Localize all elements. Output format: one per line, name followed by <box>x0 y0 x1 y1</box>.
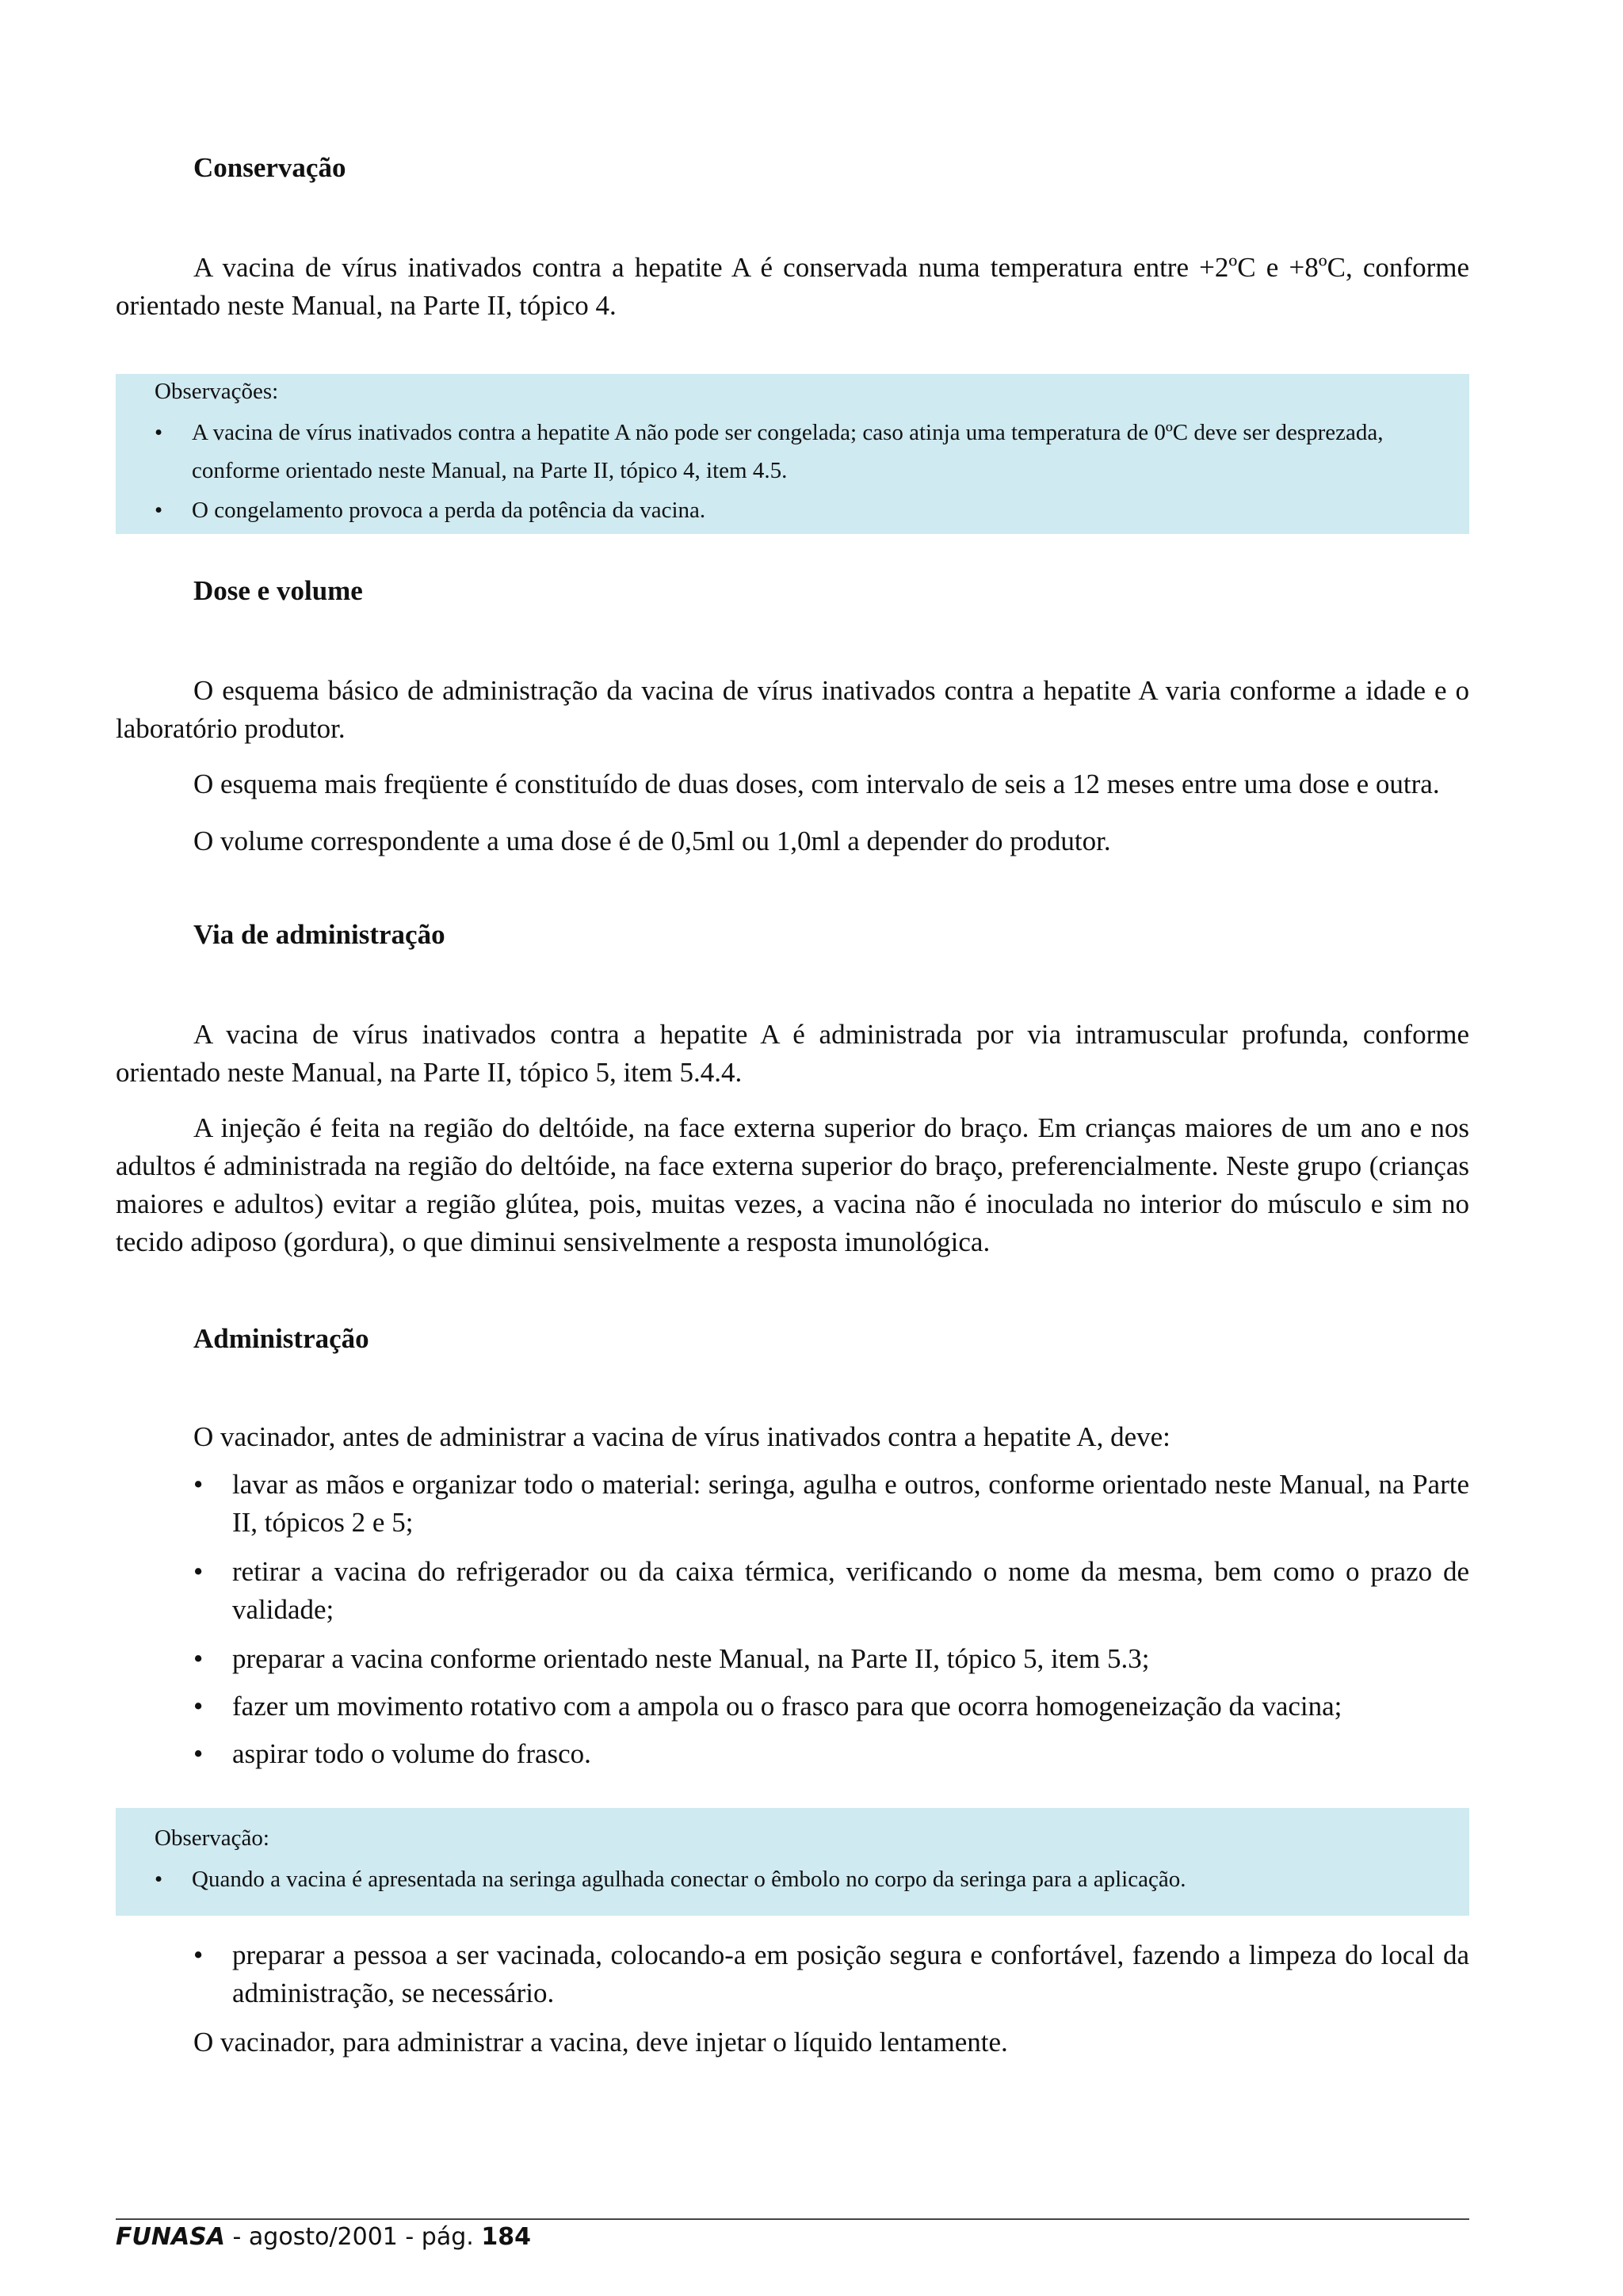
heading-dose-e-volume: Dose e volume <box>193 575 363 606</box>
paragraph: O esquema mais freqüente é constituído de duas doses, com intervalo de seis a 12 meses entre uma dose e outra. <box>193 769 1440 799</box>
observation-item: • A vacina de vírus inativados contra a hepatite A não pode ser congelada; caso atinja uma temperatura de 0ºC deve ser desprezada, conforme orientado neste Manual, na Parte II, tópico 4, item 4.5. <box>155 414 1454 490</box>
paragraph: O vacinador, antes de administrar a vacina de vírus inativados contra a hepatite A, deve: <box>193 1421 1170 1452</box>
paragraph: A vacina de vírus inativados contra a hepatite A é conservada numa temperatura entre +2ºC e +8ºC, conforme orientado neste Manual, na Parte II, tópico 4. <box>116 252 1469 321</box>
paragraph: A injeção é feita na região do deltóide, na face externa superior do braço. Em crianças maiores de um ano e nos adultos é administrada na região do deltóide, na face externa superior do braço, preferencialmente. Neste grupo (crianças maiores e adultos) evitar a região glútea, pois, muitas vezes, a vacina não é inoculada no interior do músculo e sim no tecido adiposo (gordura), o que diminui sensivelmente a resposta imunológica. <box>116 1112 1469 1257</box>
heading-conservacao: Conservação <box>193 152 346 183</box>
list-item: • preparar a vacina conforme orientado neste Manual, na Parte II, tópico 5, item 5.3; <box>193 1640 1469 1678</box>
observation-box <box>116 374 1469 534</box>
bullet-icon: • <box>193 1738 204 1769</box>
paragraph: A vacina de vírus inativados contra a hepatite A é administrada por via intramuscular profunda, conforme orientado neste Manual, na Parte II, tópico 5, item 5.4.4. <box>116 1019 1469 1088</box>
footer-date: - agosto/2001 - pág. <box>225 2223 482 2251</box>
paragraph: O volume correspondente a uma dose é de 0,5ml ou 1,0ml a depender do produtor. <box>193 826 1111 856</box>
observation-box <box>116 1808 1469 1916</box>
bullet-icon: • <box>193 1939 204 1970</box>
bullet-icon: • <box>155 420 163 445</box>
list-item: • preparar a pessoa a ser vacinada, colocando-a em posição segura e confortável, fazendo a limpeza do local da administração, se necessário. <box>193 1936 1469 2012</box>
list-item: • lavar as mãos e organizar todo o material: seringa, agulha e outros, conforme orientado neste Manual, na Parte II, tópicos 2 e 5; <box>193 1466 1469 1542</box>
bullet-icon: • <box>155 498 163 523</box>
page-footer <box>116 2223 531 2251</box>
observation-title: Observação: <box>155 1825 269 1851</box>
paragraph: O esquema básico de administração da vacina de vírus inativados contra a hepatite A varia conforme a idade e o laboratório produtor. <box>116 675 1469 744</box>
bullet-icon: • <box>193 1691 204 1722</box>
observation-item: • Quando a vacina é apresentada na seringa agulhada conectar o êmbolo no corpo da seringa para a aplicação. <box>155 1860 1454 1898</box>
paragraph: O vacinador, para administrar a vacina, deve injetar o líquido lentamente. <box>193 2027 1008 2058</box>
heading-administracao: Administração <box>193 1323 369 1354</box>
list-item: • aspirar todo o volume do frasco. <box>193 1735 1469 1773</box>
list-item: • fazer um movimento rotativo com a ampola ou o frasco para que ocorra homogeneização da vacina; <box>193 1688 1469 1726</box>
bullet-icon: • <box>193 1643 204 1674</box>
footer-brand: FUNASA <box>116 2223 226 2251</box>
bullet-icon: • <box>193 1469 204 1500</box>
list-item: • retirar a vacina do refrigerador ou da caixa térmica, verificando o nome da mesma, bem como o prazo de validade; <box>193 1553 1469 1629</box>
bullet-icon: • <box>155 1867 163 1892</box>
page-number: 184 <box>481 2223 531 2251</box>
observation-item: • O congelamento provoca a perda da potência da vacina. <box>155 491 1454 529</box>
bullet-icon: • <box>193 1556 204 1587</box>
heading-via-de-administracao: Via de administração <box>193 919 445 950</box>
observation-title: Observações: <box>155 379 279 404</box>
footer-divider <box>116 2218 1469 2220</box>
